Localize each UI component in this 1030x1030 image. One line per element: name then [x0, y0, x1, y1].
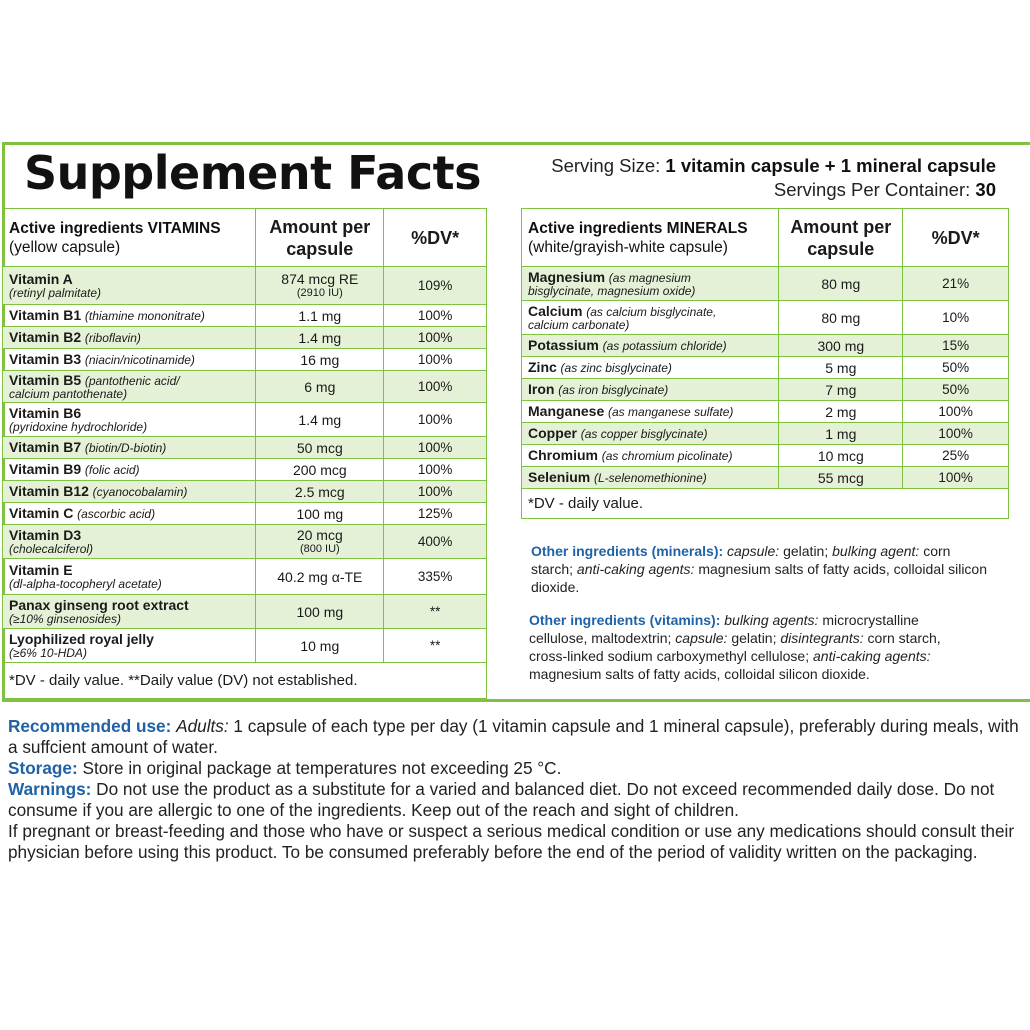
- vitamins-row: [3, 525, 487, 559]
- ingredient-dv: 50%: [903, 379, 1009, 401]
- ingredient-name: Vitamin B9 (folic acid): [3, 459, 256, 481]
- ingredient-name: Panax ginseng root extract (≥10% ginsenosides): [3, 595, 256, 629]
- ingredient-name: Vitamin B1 (thiamine mononitrate): [3, 305, 256, 327]
- storage: Storage: Store in original package at temperatures not exceeding 25 °C.: [8, 758, 562, 778]
- other-ingredients-vitamins: Other ingredients (vitamins): bulking agents: microcrystalline cellulose, maltodextrin; capsule: gelatin; disintegrants: corn starch, cross-linked sodium carboxymethyl cellulose; anti-caking agents: magnesium salts of fatty acids, colloidal silicon dioxide.: [529, 612, 941, 682]
- page-title: Supplement Facts: [24, 146, 481, 200]
- minerals-row: [522, 335, 1009, 357]
- warnings: Warnings: Do not use the product as a substitute for a varied and balanced diet. Do not exceed recommended daily dose. Do not consume if you are allergic to one of the ingredients. Keep out of the reach and sight of children.: [8, 779, 995, 820]
- ingredient-name: Vitamin B12 (cyanocobalamin): [3, 481, 256, 503]
- minerals-row: [522, 423, 1009, 445]
- minerals-row: [522, 401, 1009, 423]
- vitamins-row: [3, 503, 487, 525]
- ingredient-dv: 100%: [903, 467, 1009, 489]
- minerals-amount-header: Amount per capsule: [779, 209, 903, 267]
- ingredient-amount: 1 mg: [779, 423, 903, 445]
- ingredient-dv: 100%: [903, 401, 1009, 423]
- recommended-use: Recommended use: Adults: 1 capsule of each type per day (1 vitamin capsule and 1 mineral capsule), preferably during meals, with a suffcient amount of water.: [8, 716, 1019, 757]
- minerals-row: [522, 445, 1009, 467]
- ingredient-dv: 100%: [903, 423, 1009, 445]
- ingredient-amount: 6 mg: [256, 371, 384, 403]
- ingredient-dv: **: [384, 595, 487, 629]
- ingredient-dv: 100%: [384, 305, 487, 327]
- ingredient-dv: **: [384, 629, 487, 663]
- ingredient-name: Manganese (as manganese sulfate): [522, 401, 779, 423]
- ingredient-amount: 80 mg: [779, 301, 903, 335]
- ingredient-amount: 100 mg: [256, 595, 384, 629]
- ingredient-dv: 100%: [384, 459, 487, 481]
- vitamins-row: [3, 371, 487, 403]
- ingredient-amount: 2.5 mcg: [256, 481, 384, 503]
- serving-size: Serving Size: 1 vitamin capsule + 1 mineral capsule: [551, 155, 996, 176]
- serving-info: [551, 154, 996, 202]
- minerals-row: [522, 379, 1009, 401]
- ingredient-amount: 20 mcg (800 IU): [256, 525, 384, 559]
- ingredient-name: Magnesium (as magnesium bisglycinate, magnesium oxide): [522, 267, 779, 301]
- ingredient-name: Vitamin B7 (biotin/D-biotin): [3, 437, 256, 459]
- ingredient-dv: 125%: [384, 503, 487, 525]
- ingredient-name: Vitamin E (dl-alpha-tocopheryl acetate): [3, 559, 256, 595]
- minerals-row: [522, 357, 1009, 379]
- minerals-table: [521, 208, 1009, 519]
- ingredient-amount: 874 mcg RE (2910 IU): [256, 267, 384, 305]
- vitamins-row: [3, 629, 487, 663]
- usage-info: [8, 716, 1028, 863]
- vitamins-row: [3, 459, 487, 481]
- ingredient-dv: 109%: [384, 267, 487, 305]
- vitamins-amount-header: Amount per capsule: [256, 209, 384, 267]
- ingredient-dv: 335%: [384, 559, 487, 595]
- minerals-row: [522, 267, 1009, 301]
- ingredient-amount: 5 mg: [779, 357, 903, 379]
- ingredient-amount: 7 mg: [779, 379, 903, 401]
- ingredient-dv: 25%: [903, 445, 1009, 467]
- ingredient-amount: 40.2 mg α-TE: [256, 559, 384, 595]
- ingredient-name: Zinc (as zinc bisglycinate): [522, 357, 779, 379]
- ingredient-amount: 1.4 mg: [256, 403, 384, 437]
- vitamins-dv-header: %DV*: [384, 209, 487, 267]
- ingredient-amount: 10 mg: [256, 629, 384, 663]
- vitamins-ingredient-header: Active ingredients VITAMINS (yellow capsule): [3, 209, 256, 267]
- servings-per-container: Servings Per Container: 30: [773, 179, 996, 200]
- ingredient-amount: 2 mg: [779, 401, 903, 423]
- vitamins-row: [3, 327, 487, 349]
- ingredient-amount: 1.4 mg: [256, 327, 384, 349]
- vitamins-row: [3, 437, 487, 459]
- ingredient-name: Vitamin C (ascorbic acid): [3, 503, 256, 525]
- ingredient-amount: 10 mcg: [779, 445, 903, 467]
- ingredient-name: Chromium (as chromium picolinate): [522, 445, 779, 467]
- ingredient-dv: 21%: [903, 267, 1009, 301]
- ingredient-name: Vitamin B3 (niacin/nicotinamide): [3, 349, 256, 371]
- ingredient-amount: 16 mg: [256, 349, 384, 371]
- ingredient-dv: 15%: [903, 335, 1009, 357]
- minerals-footnote: *DV - daily value.: [522, 489, 1009, 519]
- vitamins-row: [3, 595, 487, 629]
- vitamins-row: [3, 559, 487, 595]
- ingredient-amount: 300 mg: [779, 335, 903, 357]
- vitamins-row: [3, 403, 487, 437]
- vitamins-row: [3, 305, 487, 327]
- ingredient-dv: 100%: [384, 403, 487, 437]
- vitamins-row: [3, 267, 487, 305]
- ingredient-amount: 80 mg: [779, 267, 903, 301]
- ingredient-dv: 100%: [384, 327, 487, 349]
- other-ingredients-minerals: Other ingredients (minerals): capsule: gelatin; bulking agent: corn starch; anti-caking agents: magnesium salts of fatty acids, colloidal silicon dioxide.: [531, 543, 988, 595]
- ingredient-amount: 1.1 mg: [256, 305, 384, 327]
- ingredient-dv: 100%: [384, 371, 487, 403]
- ingredient-dv: 100%: [384, 437, 487, 459]
- ingredient-amount: 50 mcg: [256, 437, 384, 459]
- ingredient-amount: 55 mcg: [779, 467, 903, 489]
- ingredient-dv: 100%: [384, 349, 487, 371]
- vitamins-table: [2, 208, 487, 699]
- ingredient-dv: 10%: [903, 301, 1009, 335]
- ingredient-name: Calcium (as calcium bisglycinate, calcium carbonate): [522, 301, 779, 335]
- minerals-row: [522, 301, 1009, 335]
- ingredient-name: Lyophilized royal jelly (≥6% 10-HDA): [3, 629, 256, 663]
- ingredient-dv: 50%: [903, 357, 1009, 379]
- minerals-ingredient-header: Active ingredients MINERALS (white/grayish-white capsule): [522, 209, 779, 267]
- vitamins-footnote: *DV - daily value. **Daily value (DV) not established.: [3, 663, 487, 699]
- ingredient-name: Vitamin B6 (pyridoxine hydrochloride): [3, 403, 256, 437]
- ingredient-name: Vitamin A (retinyl palmitate): [3, 267, 256, 305]
- ingredient-name: Vitamin B2 (riboflavin): [3, 327, 256, 349]
- ingredient-dv: 100%: [384, 481, 487, 503]
- ingredient-name: Potassium (as potassium chloride): [522, 335, 779, 357]
- ingredient-name: Vitamin D3 (cholecalciferol): [3, 525, 256, 559]
- ingredient-name: Selenium (L-selenomethionine): [522, 467, 779, 489]
- ingredient-name: Iron (as iron bisglycinate): [522, 379, 779, 401]
- minerals-dv-header: %DV*: [903, 209, 1009, 267]
- ingredient-dv: 400%: [384, 525, 487, 559]
- vitamins-row: [3, 481, 487, 503]
- ingredient-name: Copper (as copper bisglycinate): [522, 423, 779, 445]
- vitamins-row: [3, 349, 487, 371]
- minerals-row: [522, 467, 1009, 489]
- ingredient-amount: 200 mcg: [256, 459, 384, 481]
- ingredient-name: Vitamin B5 (pantothenic acid/ calcium pantothenate): [3, 371, 256, 403]
- ingredient-amount: 100 mg: [256, 503, 384, 525]
- pregnancy-warning: If pregnant or breast-feeding and those who have or suspect a serious medical condition or use any medications should consult their physician before using this product. To be consumed preferably before the end of the period of validity written on the packaging.: [8, 821, 1015, 862]
